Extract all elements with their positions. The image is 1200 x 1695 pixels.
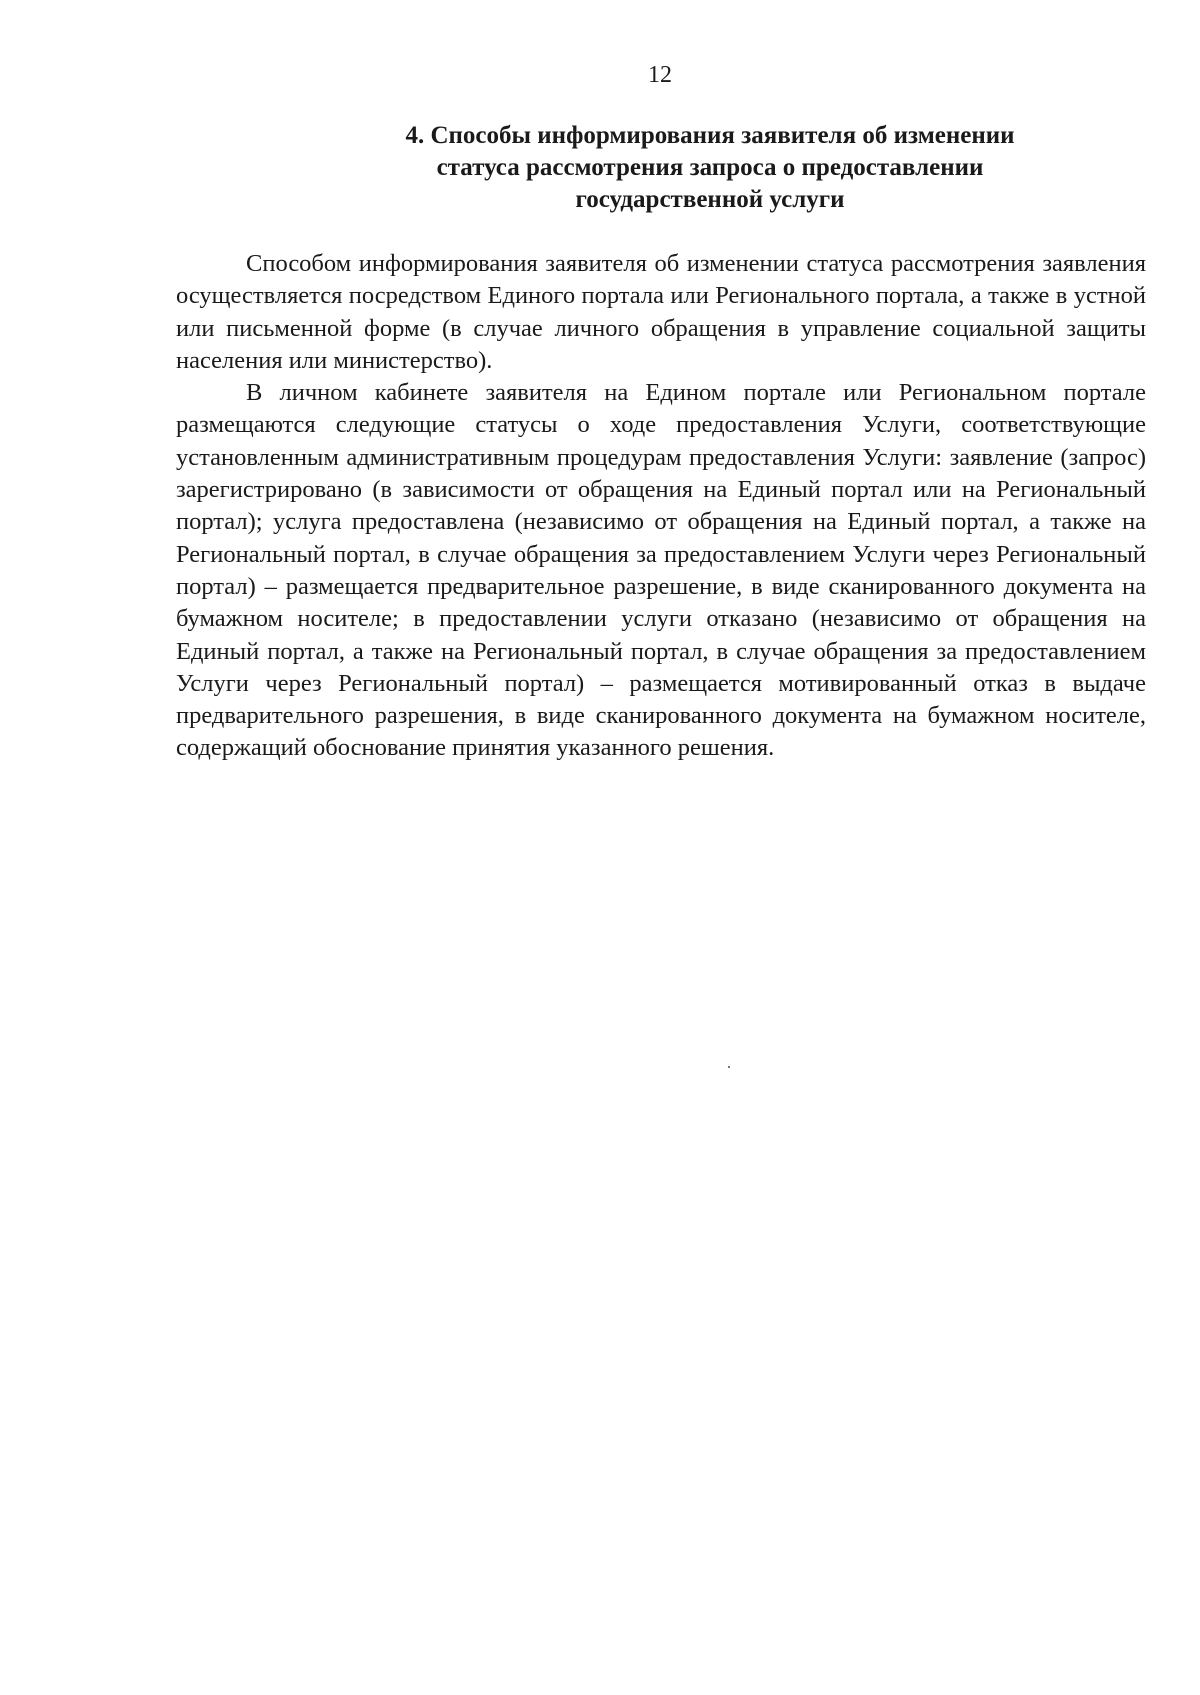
paragraph: Способом информирования заявителя об изменении статуса рассмотрения заявления осуществляется посредством Единого портала или Регионального портала, а также в устной или письменной форме (в случае личного обращения в управление социальной защиты населения или министерство). (176, 250, 1146, 374)
section-body (176, 248, 1146, 765)
heading-line: статуса рассмотрения запроса о предоставлении (436, 154, 984, 181)
paragraph: В личном кабинете заявителя на Едином портале или Региональном портале размещаются следующие статусы о ходе предоставления Услуги, соответствующие установленным административным процедурам предоставления Услуги: заявление (запрос) зарегистрировано (в зависимости от обращения на Единый портал или на Региональный портал); услуга предоставлена (независимо от обращения на Единый портал, а также на Региональный портал, в случае обращения за предоставлением Услуги через Региональный портал) – размещается предварительное разрешение, в виде сканированного документа на бумажном носителе; в предоставлении услуги отказано (независимо от обращения на Единый портал, а также на Региональный портал, в случае обращения за предоставлением Услуги через Региональный портал) – размещается мотивированный отказ в выдаче предварительного разрешения, в виде сканированного документа на бумажном носителе, содержащий обоснование принятия указанного решения. (176, 379, 1146, 762)
heading-line: 4. Способы информирования заявителя об изменении (405, 122, 1015, 149)
heading-line: государственной услуги (575, 186, 845, 213)
section-heading (280, 120, 1140, 216)
page-number: 12 (648, 62, 672, 88)
scan-speck (728, 1066, 730, 1068)
